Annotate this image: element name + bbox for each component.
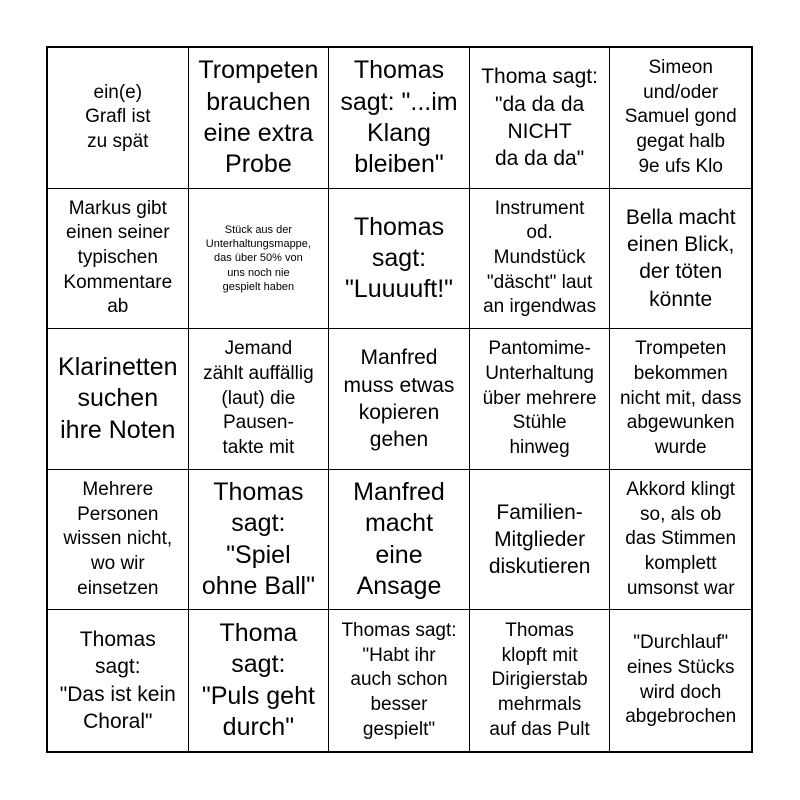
bingo-cell-4-2[interactable]: Thomas sagt: "Spiel ohne Ball" — [189, 470, 330, 611]
bingo-cell-4-1[interactable]: Mehrere Personen wissen nicht, wo wir einsetzen — [48, 470, 189, 611]
bingo-cell-2-4[interactable]: Instrument od. Mundstück "däscht" laut an irgendwas — [470, 189, 611, 330]
bingo-cell-1-2[interactable]: Trompeten brauchen eine extra Probe — [189, 48, 330, 189]
bingo-cell-2-1[interactable]: Markus gibt einen seiner typischen Kommentare ab — [48, 189, 189, 330]
bingo-cell-3-4[interactable]: Pantomime- Unterhaltung über mehrere Stühle hinweg — [470, 329, 611, 470]
bingo-cell-2-5[interactable]: Bella macht einen Blick, der töten könnte — [610, 189, 751, 330]
bingo-cell-4-3[interactable]: Manfred macht eine Ansage — [329, 470, 470, 611]
bingo-cell-4-5[interactable]: Akkord klingt so, als ob das Stimmen komplett umsonst war — [610, 470, 751, 611]
bingo-cell-4-4[interactable]: Familien- Mitglieder diskutieren — [470, 470, 611, 611]
bingo-cell-3-5[interactable]: Trompeten bekommen nicht mit, dass abgewunken wurde — [610, 329, 751, 470]
bingo-cell-2-3[interactable]: Thomas sagt: "Luuuuft!" — [329, 189, 470, 330]
bingo-cell-5-4[interactable]: Thomas klopft mit Dirigierstab mehrmals auf das Pult — [470, 610, 611, 751]
bingo-cell-2-2[interactable]: Stück aus der Unterhaltungsmappe, das über 50% von uns noch nie gespielt haben — [189, 189, 330, 330]
bingo-cell-1-1[interactable]: ein(e) Grafl ist zu spät — [48, 48, 189, 189]
bingo-cell-5-5[interactable]: "Durchlauf" eines Stücks wird doch abgebrochen — [625, 632, 737, 728]
bingo-cell-3-1[interactable]: Klarinetten suchen ihre Noten — [48, 329, 189, 470]
bingo-grid — [46, 46, 753, 753]
bingo-cell-3-2[interactable]: Jemand zählt auffällig (laut) die Pausen- takte mit — [189, 329, 330, 470]
bingo-cell-1-5[interactable]: Simeon und/oder Samuel gond gegat halb 9e ufs Klo — [610, 48, 751, 189]
bingo-cell-3-3[interactable]: Manfred muss etwas kopieren gehen — [329, 329, 470, 470]
bingo-cell-5-1[interactable]: Thomas sagt: "Das ist kein Choral" — [48, 610, 189, 751]
bingo-cell-1-4[interactable]: Thoma sagt: "da da da NICHT da da da" — [470, 48, 611, 189]
bingo-cell-1-3[interactable]: Thomas sagt: "...im Klang bleiben" — [329, 48, 470, 189]
bingo-cell-5-2[interactable]: Thoma sagt: "Puls geht durch" — [189, 610, 330, 751]
bingo-cell-5-3[interactable]: Thomas sagt: "Habt ihr auch schon besser gespielt" — [329, 610, 470, 751]
